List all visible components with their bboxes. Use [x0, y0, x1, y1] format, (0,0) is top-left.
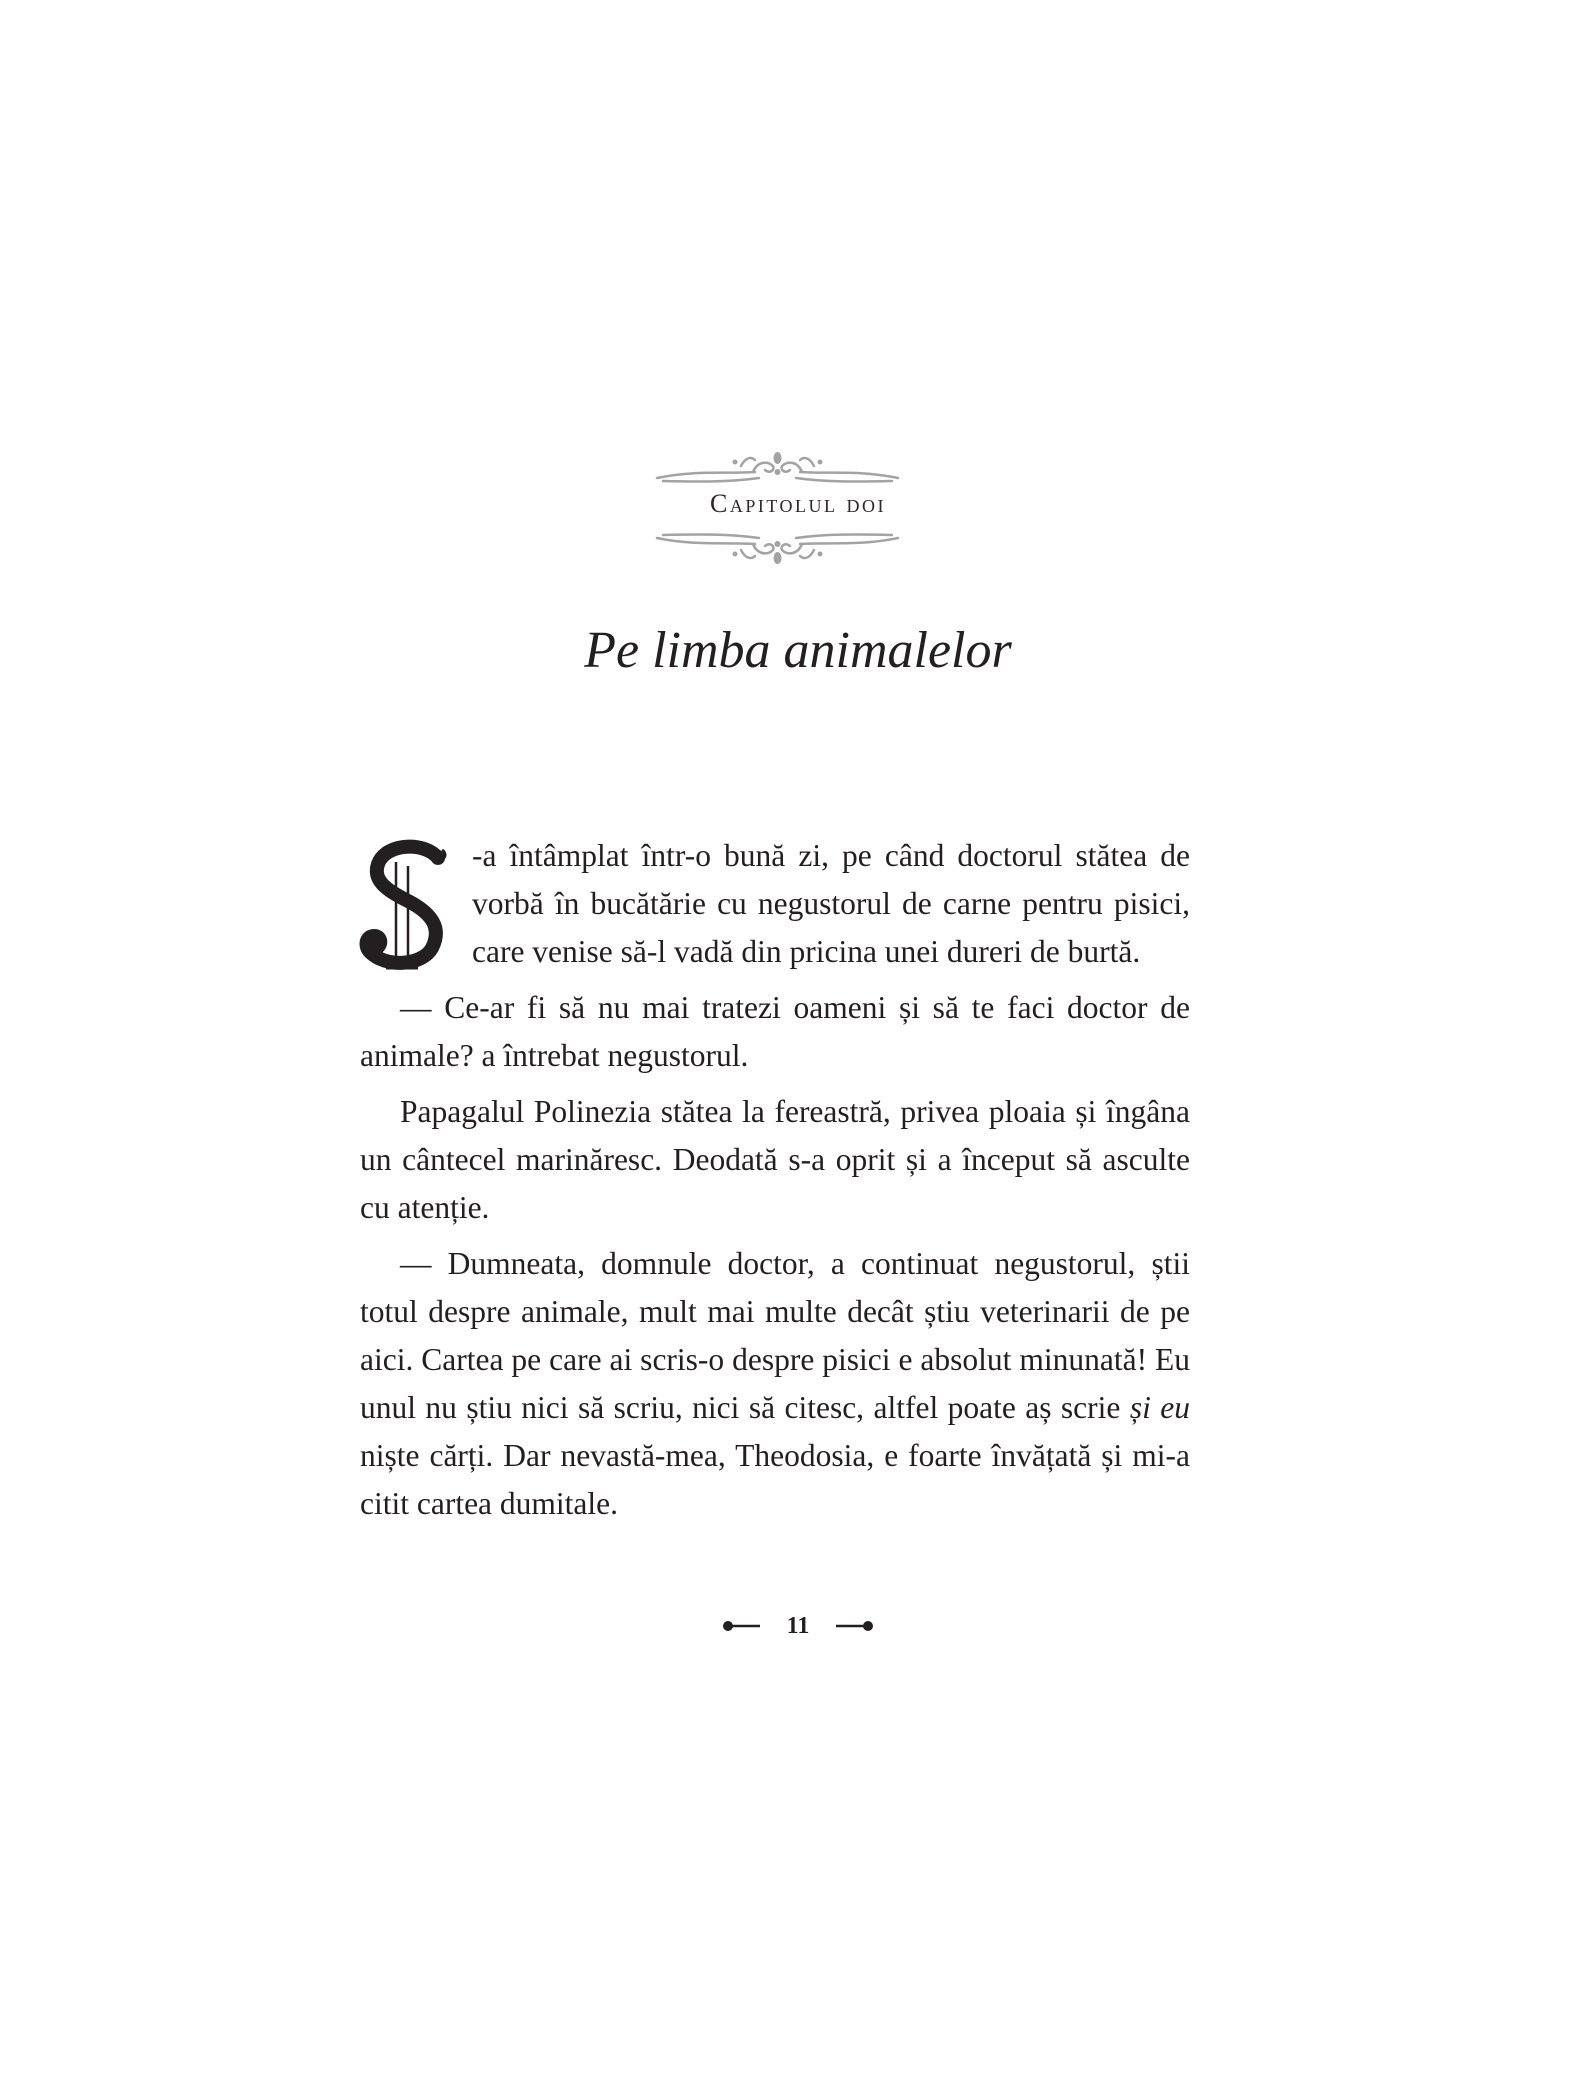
paragraph-2: — Ce-ar fi să nu mai tratezi oameni și să te faci doctor de animale? a întrebat negustorul. — [360, 990, 1190, 1073]
ornament-bottom — [655, 528, 900, 568]
dropcap-s-icon — [356, 836, 464, 976]
paragraph-3: Papagalul Polinezia stătea la fereastră, privea ploaia și îngâna un cântecel marinăresc. Deodată s-a oprit și a început să asculte cu atenție. — [360, 1094, 1190, 1225]
page-number — [698, 1606, 898, 1646]
dropcap-letter: S — [356, 836, 357, 837]
paragraph-1 — [356, 832, 1190, 976]
chapter-label: Capitolul doi — [710, 489, 886, 518]
paragraph-4-italic: și eu — [1129, 1390, 1190, 1425]
paragraph-1-text: -a întâmplat într-o bună zi, pe când doctorul stătea de vorbă în bucătărie cu negustorul de carne pentru pisici, care venise să-l vadă din pricina unei dureri de burtă. — [472, 838, 1190, 969]
ornament-top — [655, 448, 900, 488]
chapter-title: Pe limba animalelor — [584, 622, 1012, 679]
paragraph-4 — [360, 1240, 1190, 1528]
body-text — [356, 832, 1190, 1528]
paragraph-4-text-a: — Dumneata, domnule doctor, a continuat negustorul, știi totul despre animale, mult mai multe decât știu veterinarii de pe aici. Cartea pe care ai scris-o despre pisici e absolut minunată! Eu unul nu știu nici să scriu, nici să citesc, altfel poate aș scrie — [360, 1246, 1190, 1425]
paragraph-4-text-b: niște cărți. Dar nevastă-mea, Theodosia, e foarte învățată și mi-a citit cartea dumitale. — [360, 1438, 1190, 1521]
page-number-text: 11 — [786, 1613, 810, 1639]
